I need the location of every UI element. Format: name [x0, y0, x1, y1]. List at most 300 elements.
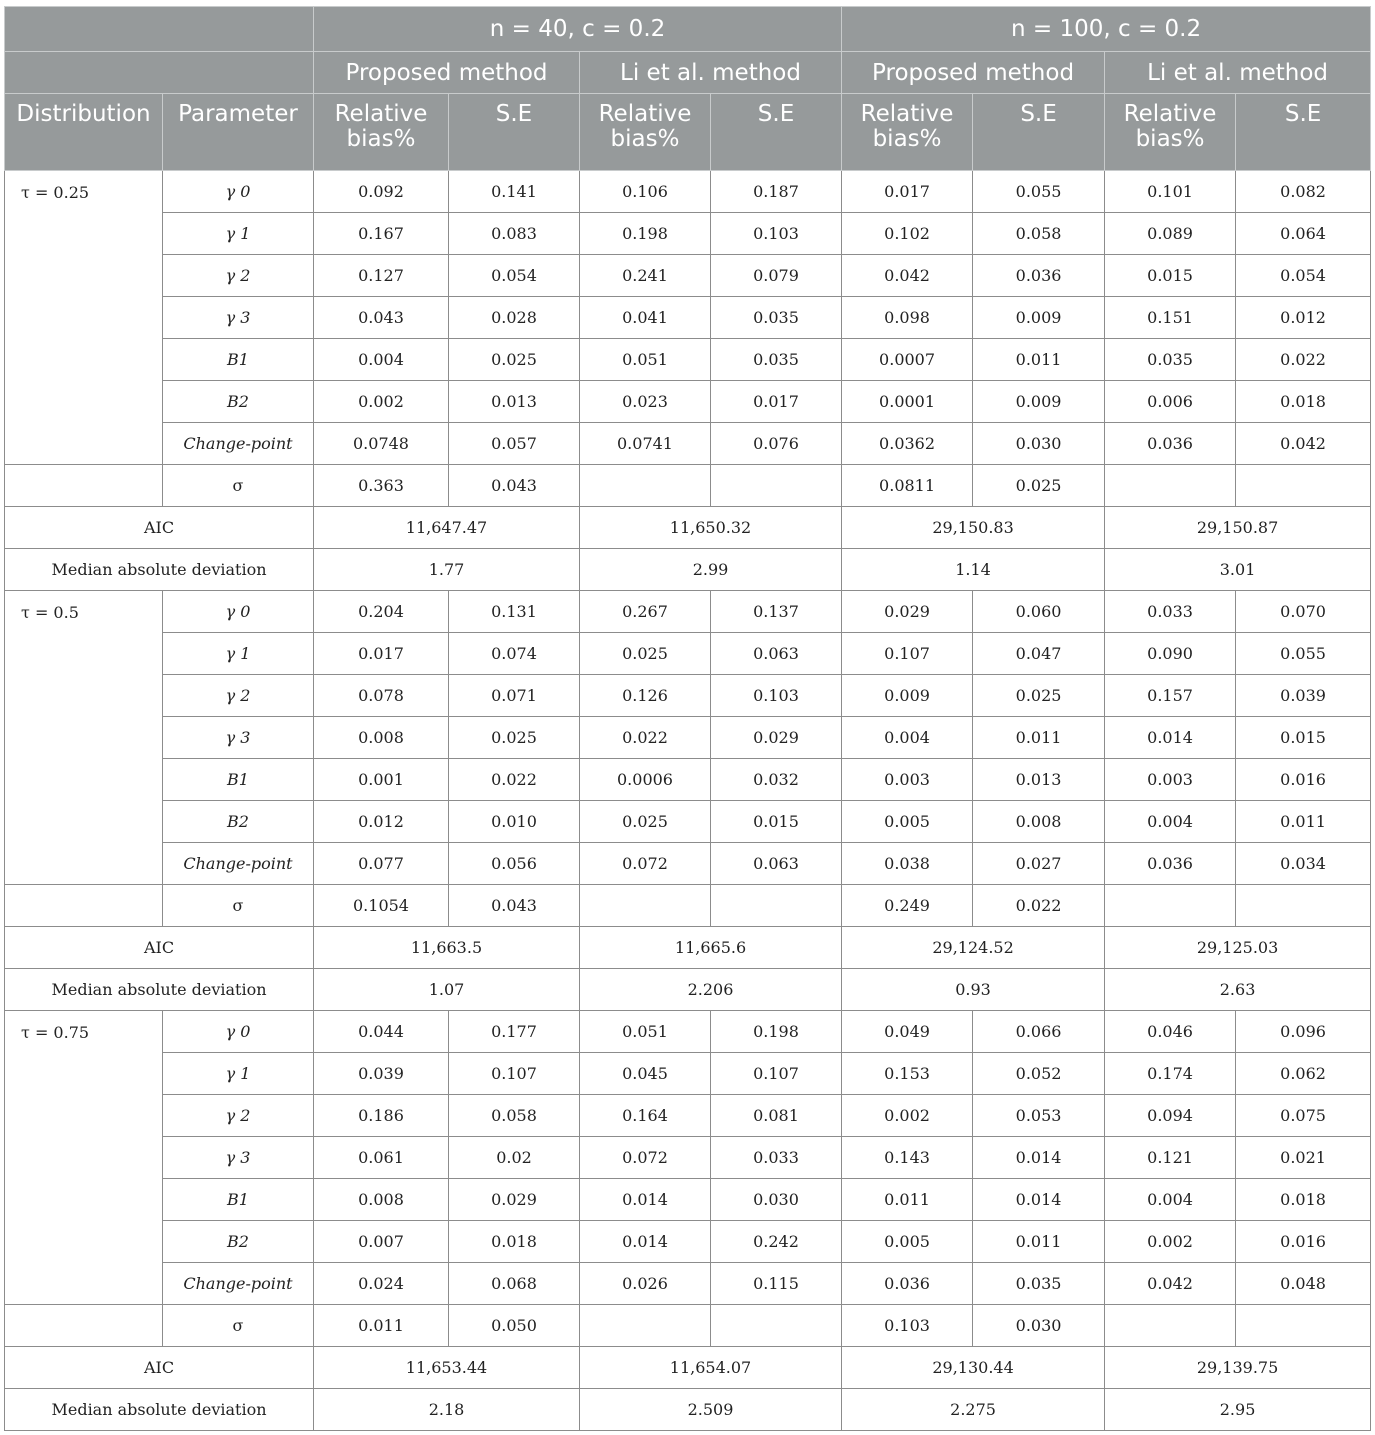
- table-row: [5, 423, 1371, 465]
- se-cell: 0.028: [449, 297, 580, 339]
- relbias-cell: 0.186: [314, 1095, 449, 1137]
- se-cell: 0.030: [973, 423, 1105, 465]
- relbias-cell: 0.014: [1105, 717, 1236, 759]
- mad-value: 2.95: [1105, 1389, 1371, 1431]
- mad-label: Median absolute deviation: [5, 549, 314, 591]
- mad-row: [5, 1389, 1371, 1431]
- se-cell: 0.010: [449, 801, 580, 843]
- relbias-cell: 0.049: [842, 1011, 973, 1053]
- parameter-cell: Change-point: [163, 423, 314, 465]
- col-header-se: S.E: [1236, 94, 1371, 171]
- mad-label: Median absolute deviation: [5, 969, 314, 1011]
- aic-value: 11,654.07: [580, 1347, 842, 1389]
- se-cell: 0.022: [973, 885, 1105, 927]
- aic-label: AIC: [5, 507, 314, 549]
- relbias-cell: 0.004: [1105, 801, 1236, 843]
- relbias-cell: 0.072: [580, 1137, 711, 1179]
- distribution-cell-empty: [5, 465, 163, 507]
- method-header-proposed: Proposed method: [314, 52, 580, 94]
- col-header-se: S.E: [973, 94, 1105, 171]
- table-row: [5, 1137, 1371, 1179]
- relbias-cell: 0.012: [314, 801, 449, 843]
- relbias-cell: 0.204: [314, 591, 449, 633]
- relbias-cell: [1105, 885, 1236, 927]
- parameter-cell: γ 3: [163, 717, 314, 759]
- relbias-cell: 0.089: [1105, 213, 1236, 255]
- table-row: [5, 465, 1371, 507]
- table-row: [5, 213, 1371, 255]
- se-cell: 0.018: [1236, 1179, 1371, 1221]
- relbias-cell: [1105, 1305, 1236, 1347]
- relbias-cell: 0.003: [842, 759, 973, 801]
- relbias-cell: 0.017: [842, 171, 973, 213]
- relbias-cell: 0.024: [314, 1263, 449, 1305]
- table-row: [5, 255, 1371, 297]
- header-corner-2: [5, 52, 314, 94]
- se-cell: 0.008: [973, 801, 1105, 843]
- mad-value: 2.206: [580, 969, 842, 1011]
- table-row: [5, 1053, 1371, 1095]
- relbias-cell: 0.006: [1105, 381, 1236, 423]
- group-header-n100: n = 100, c = 0.2: [842, 7, 1371, 52]
- se-cell: 0.012: [1236, 297, 1371, 339]
- col-header-relbias: Relative bias%: [580, 94, 711, 171]
- relbias-cell: 0.005: [842, 801, 973, 843]
- aic-value: 29,139.75: [1105, 1347, 1371, 1389]
- relbias-cell: 0.157: [1105, 675, 1236, 717]
- relbias-cell: 0.077: [314, 843, 449, 885]
- aic-value: 11,650.32: [580, 507, 842, 549]
- se-cell: 0.070: [1236, 591, 1371, 633]
- table-row: [5, 1011, 1371, 1053]
- table-row: [5, 1179, 1371, 1221]
- relbias-cell: 0.198: [580, 213, 711, 255]
- se-cell: 0.082: [1236, 171, 1371, 213]
- method-header-proposed: Proposed method: [842, 52, 1105, 94]
- parameter-cell: B2: [163, 381, 314, 423]
- table-row: [5, 591, 1371, 633]
- relbias-cell: 0.015: [1105, 255, 1236, 297]
- se-cell: 0.036: [973, 255, 1105, 297]
- se-cell: 0.009: [973, 381, 1105, 423]
- se-cell: [1236, 465, 1371, 507]
- relbias-cell: 0.026: [580, 1263, 711, 1305]
- aic-label: AIC: [5, 927, 314, 969]
- se-cell: 0.054: [449, 255, 580, 297]
- mad-row: [5, 549, 1371, 591]
- relbias-cell: 0.094: [1105, 1095, 1236, 1137]
- table-row: [5, 843, 1371, 885]
- table-row: [5, 381, 1371, 423]
- relbias-cell: 0.004: [1105, 1179, 1236, 1221]
- parameter-cell: B2: [163, 1221, 314, 1263]
- se-cell: 0.043: [449, 465, 580, 507]
- relbias-cell: 0.164: [580, 1095, 711, 1137]
- se-cell: 0.022: [1236, 339, 1371, 381]
- se-cell: [1236, 1305, 1371, 1347]
- se-cell: 0.029: [449, 1179, 580, 1221]
- table-row: [5, 171, 1371, 213]
- parameter-cell: γ 0: [163, 1011, 314, 1053]
- table-header: [5, 7, 1371, 171]
- relbias-cell: 0.098: [842, 297, 973, 339]
- se-cell: 0.030: [973, 1305, 1105, 1347]
- relbias-cell: 0.004: [842, 717, 973, 759]
- se-cell: 0.107: [449, 1053, 580, 1095]
- se-cell: 0.242: [711, 1221, 842, 1263]
- se-cell: 0.027: [973, 843, 1105, 885]
- aic-value: 29,130.44: [842, 1347, 1105, 1389]
- parameter-cell: B2: [163, 801, 314, 843]
- relbias-cell: 0.003: [1105, 759, 1236, 801]
- relbias-cell: 0.025: [580, 633, 711, 675]
- aic-value: 29,124.52: [842, 927, 1105, 969]
- relbias-cell: 0.025: [580, 801, 711, 843]
- relbias-cell: 0.051: [580, 339, 711, 381]
- mad-value: 1.14: [842, 549, 1105, 591]
- relbias-cell: 0.011: [842, 1179, 973, 1221]
- relbias-cell: 0.090: [1105, 633, 1236, 675]
- relbias-cell: 0.036: [1105, 843, 1236, 885]
- relbias-cell: 0.011: [314, 1305, 449, 1347]
- distribution-cell-empty: [5, 1305, 163, 1347]
- relbias-cell: 0.092: [314, 171, 449, 213]
- se-cell: 0.029: [711, 717, 842, 759]
- se-cell: 0.039: [1236, 675, 1371, 717]
- se-cell: 0.056: [449, 843, 580, 885]
- aic-row: [5, 927, 1371, 969]
- se-cell: 0.141: [449, 171, 580, 213]
- se-cell: 0.047: [973, 633, 1105, 675]
- parameter-cell: γ 0: [163, 591, 314, 633]
- se-cell: 0.096: [1236, 1011, 1371, 1053]
- relbias-cell: 0.002: [842, 1095, 973, 1137]
- se-cell: 0.025: [973, 465, 1105, 507]
- se-cell: 0.025: [973, 675, 1105, 717]
- relbias-cell: 0.033: [1105, 591, 1236, 633]
- table-row: [5, 675, 1371, 717]
- table-row: [5, 759, 1371, 801]
- se-cell: 0.016: [1236, 1221, 1371, 1263]
- se-cell: 0.018: [1236, 381, 1371, 423]
- relbias-cell: 0.126: [580, 675, 711, 717]
- aic-row: [5, 507, 1371, 549]
- relbias-cell: 0.0362: [842, 423, 973, 465]
- se-cell: 0.011: [1236, 801, 1371, 843]
- se-cell: 0.011: [973, 717, 1105, 759]
- relbias-cell: 0.151: [1105, 297, 1236, 339]
- se-cell: 0.011: [973, 339, 1105, 381]
- aic-value: 29,150.83: [842, 507, 1105, 549]
- aic-row: [5, 1347, 1371, 1389]
- mad-row: [5, 969, 1371, 1011]
- se-cell: 0.014: [973, 1137, 1105, 1179]
- aic-value: 11,665.6: [580, 927, 842, 969]
- parameter-cell: γ 2: [163, 255, 314, 297]
- col-header-relbias: Relative bias%: [1105, 94, 1236, 171]
- relbias-cell: 0.153: [842, 1053, 973, 1095]
- relbias-cell: 0.174: [1105, 1053, 1236, 1095]
- se-cell: 0.054: [1236, 255, 1371, 297]
- se-cell: 0.066: [973, 1011, 1105, 1053]
- parameter-cell: Change-point: [163, 1263, 314, 1305]
- se-cell: 0.035: [711, 339, 842, 381]
- table-body: [5, 171, 1371, 1431]
- se-cell: 0.013: [449, 381, 580, 423]
- se-cell: 0.013: [973, 759, 1105, 801]
- mad-value: 2.509: [580, 1389, 842, 1431]
- se-cell: 0.018: [449, 1221, 580, 1263]
- se-cell: 0.014: [973, 1179, 1105, 1221]
- relbias-cell: 0.023: [580, 381, 711, 423]
- se-cell: 0.053: [973, 1095, 1105, 1137]
- relbias-cell: [580, 885, 711, 927]
- se-cell: 0.043: [449, 885, 580, 927]
- se-cell: 0.063: [711, 843, 842, 885]
- relbias-cell: 0.046: [1105, 1011, 1236, 1053]
- col-header-parameter: Parameter: [163, 94, 314, 171]
- relbias-cell: 0.051: [580, 1011, 711, 1053]
- se-cell: 0.063: [711, 633, 842, 675]
- relbias-cell: 0.042: [842, 255, 973, 297]
- se-cell: 0.081: [711, 1095, 842, 1137]
- relbias-cell: 0.001: [314, 759, 449, 801]
- distribution-cell-empty: [5, 885, 163, 927]
- se-cell: 0.058: [449, 1095, 580, 1137]
- table-row: [5, 801, 1371, 843]
- relbias-cell: 0.249: [842, 885, 973, 927]
- table-row: [5, 717, 1371, 759]
- mad-value: 1.07: [314, 969, 580, 1011]
- se-cell: 0.022: [449, 759, 580, 801]
- table-row: [5, 339, 1371, 381]
- parameter-cell: γ 0: [163, 171, 314, 213]
- se-cell: 0.017: [711, 381, 842, 423]
- relbias-cell: 0.103: [842, 1305, 973, 1347]
- se-cell: 0.131: [449, 591, 580, 633]
- se-cell: 0.035: [711, 297, 842, 339]
- se-cell: 0.052: [973, 1053, 1105, 1095]
- relbias-cell: 0.1054: [314, 885, 449, 927]
- relbias-cell: 0.043: [314, 297, 449, 339]
- relbias-cell: 0.035: [1105, 339, 1236, 381]
- relbias-cell: 0.102: [842, 213, 973, 255]
- distribution-cell: τ = 0.25: [5, 171, 163, 465]
- se-cell: 0.02: [449, 1137, 580, 1179]
- parameter-cell: γ 2: [163, 1095, 314, 1137]
- se-cell: 0.083: [449, 213, 580, 255]
- relbias-cell: 0.078: [314, 675, 449, 717]
- parameter-cell: γ 3: [163, 1137, 314, 1179]
- relbias-cell: 0.005: [842, 1221, 973, 1263]
- relbias-cell: 0.0006: [580, 759, 711, 801]
- parameter-cell: σ: [163, 885, 314, 927]
- se-cell: 0.187: [711, 171, 842, 213]
- table-row: [5, 885, 1371, 927]
- relbias-cell: 0.0811: [842, 465, 973, 507]
- col-header-distribution: Distribution: [5, 94, 163, 171]
- se-cell: 0.015: [1236, 717, 1371, 759]
- relbias-cell: 0.072: [580, 843, 711, 885]
- aic-value: 29,125.03: [1105, 927, 1371, 969]
- relbias-cell: 0.0748: [314, 423, 449, 465]
- se-cell: 0.137: [711, 591, 842, 633]
- col-header-relbias: Relative bias%: [314, 94, 449, 171]
- relbias-cell: 0.121: [1105, 1137, 1236, 1179]
- mad-value: 1.77: [314, 549, 580, 591]
- se-cell: 0.076: [711, 423, 842, 465]
- se-cell: 0.057: [449, 423, 580, 465]
- relbias-cell: 0.002: [1105, 1221, 1236, 1263]
- aic-value: 11,653.44: [314, 1347, 580, 1389]
- method-header-li: Li et al. method: [580, 52, 842, 94]
- relbias-cell: 0.167: [314, 213, 449, 255]
- relbias-cell: 0.029: [842, 591, 973, 633]
- se-cell: 0.075: [1236, 1095, 1371, 1137]
- table-row: [5, 1305, 1371, 1347]
- relbias-cell: 0.008: [314, 1179, 449, 1221]
- relbias-cell: 0.0001: [842, 381, 973, 423]
- aic-value: 11,647.47: [314, 507, 580, 549]
- relbias-cell: 0.036: [1105, 423, 1236, 465]
- parameter-cell: γ 1: [163, 633, 314, 675]
- relbias-cell: 0.127: [314, 255, 449, 297]
- parameter-cell: γ 1: [163, 213, 314, 255]
- relbias-cell: 0.045: [580, 1053, 711, 1095]
- se-cell: [711, 885, 842, 927]
- relbias-cell: 0.0741: [580, 423, 711, 465]
- relbias-cell: 0.014: [580, 1179, 711, 1221]
- relbias-cell: 0.044: [314, 1011, 449, 1053]
- mad-value: 2.275: [842, 1389, 1105, 1431]
- relbias-cell: 0.241: [580, 255, 711, 297]
- se-cell: 0.064: [1236, 213, 1371, 255]
- se-cell: 0.103: [711, 675, 842, 717]
- parameter-cell: σ: [163, 1305, 314, 1347]
- parameter-cell: γ 2: [163, 675, 314, 717]
- se-cell: 0.050: [449, 1305, 580, 1347]
- se-cell: 0.068: [449, 1263, 580, 1305]
- se-cell: 0.042: [1236, 423, 1371, 465]
- parameter-cell: B1: [163, 339, 314, 381]
- parameter-cell: B1: [163, 1179, 314, 1221]
- se-cell: 0.060: [973, 591, 1105, 633]
- aic-label: AIC: [5, 1347, 314, 1389]
- group-header-n40: n = 40, c = 0.2: [314, 7, 842, 52]
- parameter-cell: γ 3: [163, 297, 314, 339]
- se-cell: 0.055: [1236, 633, 1371, 675]
- se-cell: 0.177: [449, 1011, 580, 1053]
- se-cell: 0.025: [449, 339, 580, 381]
- col-header-se: S.E: [449, 94, 580, 171]
- table-row: [5, 1095, 1371, 1137]
- mad-value: 2.63: [1105, 969, 1371, 1011]
- col-header-relbias: Relative bias%: [842, 94, 973, 171]
- parameter-cell: B1: [163, 759, 314, 801]
- relbias-cell: 0.363: [314, 465, 449, 507]
- relbias-cell: 0.036: [842, 1263, 973, 1305]
- relbias-cell: 0.017: [314, 633, 449, 675]
- relbias-cell: 0.039: [314, 1053, 449, 1095]
- mad-value: 0.93: [842, 969, 1105, 1011]
- se-cell: 0.058: [973, 213, 1105, 255]
- parameter-cell: σ: [163, 465, 314, 507]
- relbias-cell: 0.143: [842, 1137, 973, 1179]
- header-corner: [5, 7, 314, 52]
- se-cell: [711, 1305, 842, 1347]
- aic-value: 29,150.87: [1105, 507, 1371, 549]
- relbias-cell: 0.0007: [842, 339, 973, 381]
- se-cell: 0.016: [1236, 759, 1371, 801]
- relbias-cell: 0.038: [842, 843, 973, 885]
- relbias-cell: 0.004: [314, 339, 449, 381]
- relbias-cell: 0.061: [314, 1137, 449, 1179]
- relbias-cell: 0.042: [1105, 1263, 1236, 1305]
- mad-label: Median absolute deviation: [5, 1389, 314, 1431]
- results-table: [4, 6, 1371, 1431]
- relbias-cell: 0.101: [1105, 171, 1236, 213]
- relbias-cell: 0.041: [580, 297, 711, 339]
- se-cell: [1236, 885, 1371, 927]
- se-cell: 0.071: [449, 675, 580, 717]
- se-cell: 0.048: [1236, 1263, 1371, 1305]
- relbias-cell: 0.007: [314, 1221, 449, 1263]
- table-row: [5, 297, 1371, 339]
- table-row: [5, 1263, 1371, 1305]
- se-cell: 0.015: [711, 801, 842, 843]
- relbias-cell: 0.014: [580, 1221, 711, 1263]
- se-cell: 0.011: [973, 1221, 1105, 1263]
- relbias-cell: 0.002: [314, 381, 449, 423]
- relbias-cell: 0.008: [314, 717, 449, 759]
- table-row: [5, 633, 1371, 675]
- se-cell: 0.107: [711, 1053, 842, 1095]
- se-cell: 0.103: [711, 213, 842, 255]
- se-cell: 0.034: [1236, 843, 1371, 885]
- se-cell: 0.198: [711, 1011, 842, 1053]
- relbias-cell: [1105, 465, 1236, 507]
- aic-value: 11,663.5: [314, 927, 580, 969]
- se-cell: 0.062: [1236, 1053, 1371, 1095]
- table-row: [5, 1221, 1371, 1263]
- parameter-cell: γ 1: [163, 1053, 314, 1095]
- relbias-cell: 0.022: [580, 717, 711, 759]
- se-cell: 0.025: [449, 717, 580, 759]
- relbias-cell: 0.106: [580, 171, 711, 213]
- relbias-cell: 0.267: [580, 591, 711, 633]
- mad-value: 3.01: [1105, 549, 1371, 591]
- relbias-cell: 0.107: [842, 633, 973, 675]
- parameter-cell: Change-point: [163, 843, 314, 885]
- col-header-se: S.E: [711, 94, 842, 171]
- mad-value: 2.99: [580, 549, 842, 591]
- se-cell: 0.032: [711, 759, 842, 801]
- se-cell: 0.033: [711, 1137, 842, 1179]
- method-header-li: Li et al. method: [1105, 52, 1371, 94]
- se-cell: [711, 465, 842, 507]
- se-cell: 0.030: [711, 1179, 842, 1221]
- se-cell: 0.035: [973, 1263, 1105, 1305]
- se-cell: 0.055: [973, 171, 1105, 213]
- se-cell: 0.115: [711, 1263, 842, 1305]
- se-cell: 0.009: [973, 297, 1105, 339]
- se-cell: 0.074: [449, 633, 580, 675]
- relbias-cell: 0.009: [842, 675, 973, 717]
- distribution-cell: τ = 0.5: [5, 591, 163, 885]
- relbias-cell: [580, 465, 711, 507]
- relbias-cell: [580, 1305, 711, 1347]
- se-cell: 0.021: [1236, 1137, 1371, 1179]
